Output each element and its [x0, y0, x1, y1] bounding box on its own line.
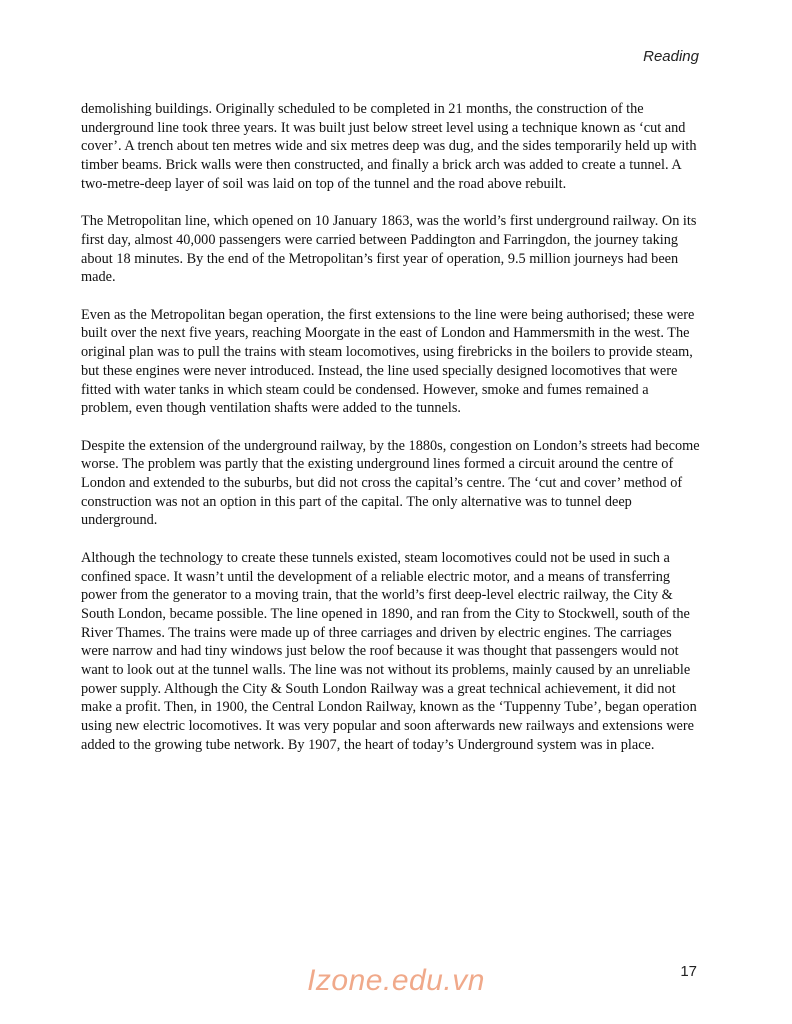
paragraph-3: Even as the Metropolitan began operation, the first extensions to the line were being authorised; these were built over the next five years, reaching Moorgate in the east of London and Hammersmith in the west. The original plan was to pull the trains with steam locomotives, using firebricks in the boilers to provide steam, but these engines were never introduced. Instead, the line used specially designed locomotives that were fitted with water tanks in which steam could be condensed. However, smoke and fumes remained a problem, even though ventilation shafts were added to the tunnels.	[81, 306, 695, 417]
page-number: 17	[680, 963, 697, 980]
paragraph-2: The Metropolitan line, which opened on 10 January 1863, was the world’s first underground railway. On its first day, almost 40,000 passengers were carried between Paddington and Farringdon, the journey taking about 18 minutes. By the end of the Metropolitan’s first year of operation, 9.5 million journeys had been made.	[81, 213, 697, 286]
article-body	[81, 100, 701, 773]
paragraph-1: demolishing buildings. Originally scheduled to be completed in 21 months, the construction of the underground line took three years. It was built just below street level using a technique known as ‘cut and cover’. A trench about ten metres wide and six metres deep was dug, and the sides temporarily held up with timber beams. Brick walls were then constructed, and finally a brick arch was added to create a tunnel. A two-metre-deep layer of soil was laid on top of the tunnel and the road above rebuilt.	[81, 101, 697, 192]
watermark: Izone.edu.vn	[307, 964, 485, 997]
section-header: Reading	[643, 48, 699, 65]
paragraph-5: Although the technology to create these tunnels existed, steam locomotives could not be used in such a confined space. It wasn’t until the development of a reliable electric motor, and a means of transferring power from the generator to a moving train, that the world’s first deep-level electric railway, the City & South London, became possible. The line opened in 1890, and ran from the City to Stockwell, south of the River Thames. The trains were made up of three carriages and driven by electric engines. The carriages were narrow and had tiny windows just below the roof because it was thought that passengers would not want to look out at the tunnel walls. The line was not without its problems, mainly caused by an unreliable power supply. Although the City & South London Railway was a great technical achievement, it did not make a profit. Then, in 1900, the Central London Railway, known as the ‘Tuppenny Tube’, began operation using new electric locomotives. It was very popular and soon afterwards new railways and extensions were added to the growing tube network. By 1907, the heart of today’s Underground system was in place.	[81, 549, 697, 753]
paragraph-4: Despite the extension of the underground railway, by the 1880s, congestion on London’s streets had become worse. The problem was partly that the existing underground lines formed a circuit around the centre of London and extended to the suburbs, but did not cross the capital’s centre. The ‘cut and cover’ method of construction was not an option in this part of the capital. The only alternative was to tunnel deep underground.	[81, 437, 700, 529]
